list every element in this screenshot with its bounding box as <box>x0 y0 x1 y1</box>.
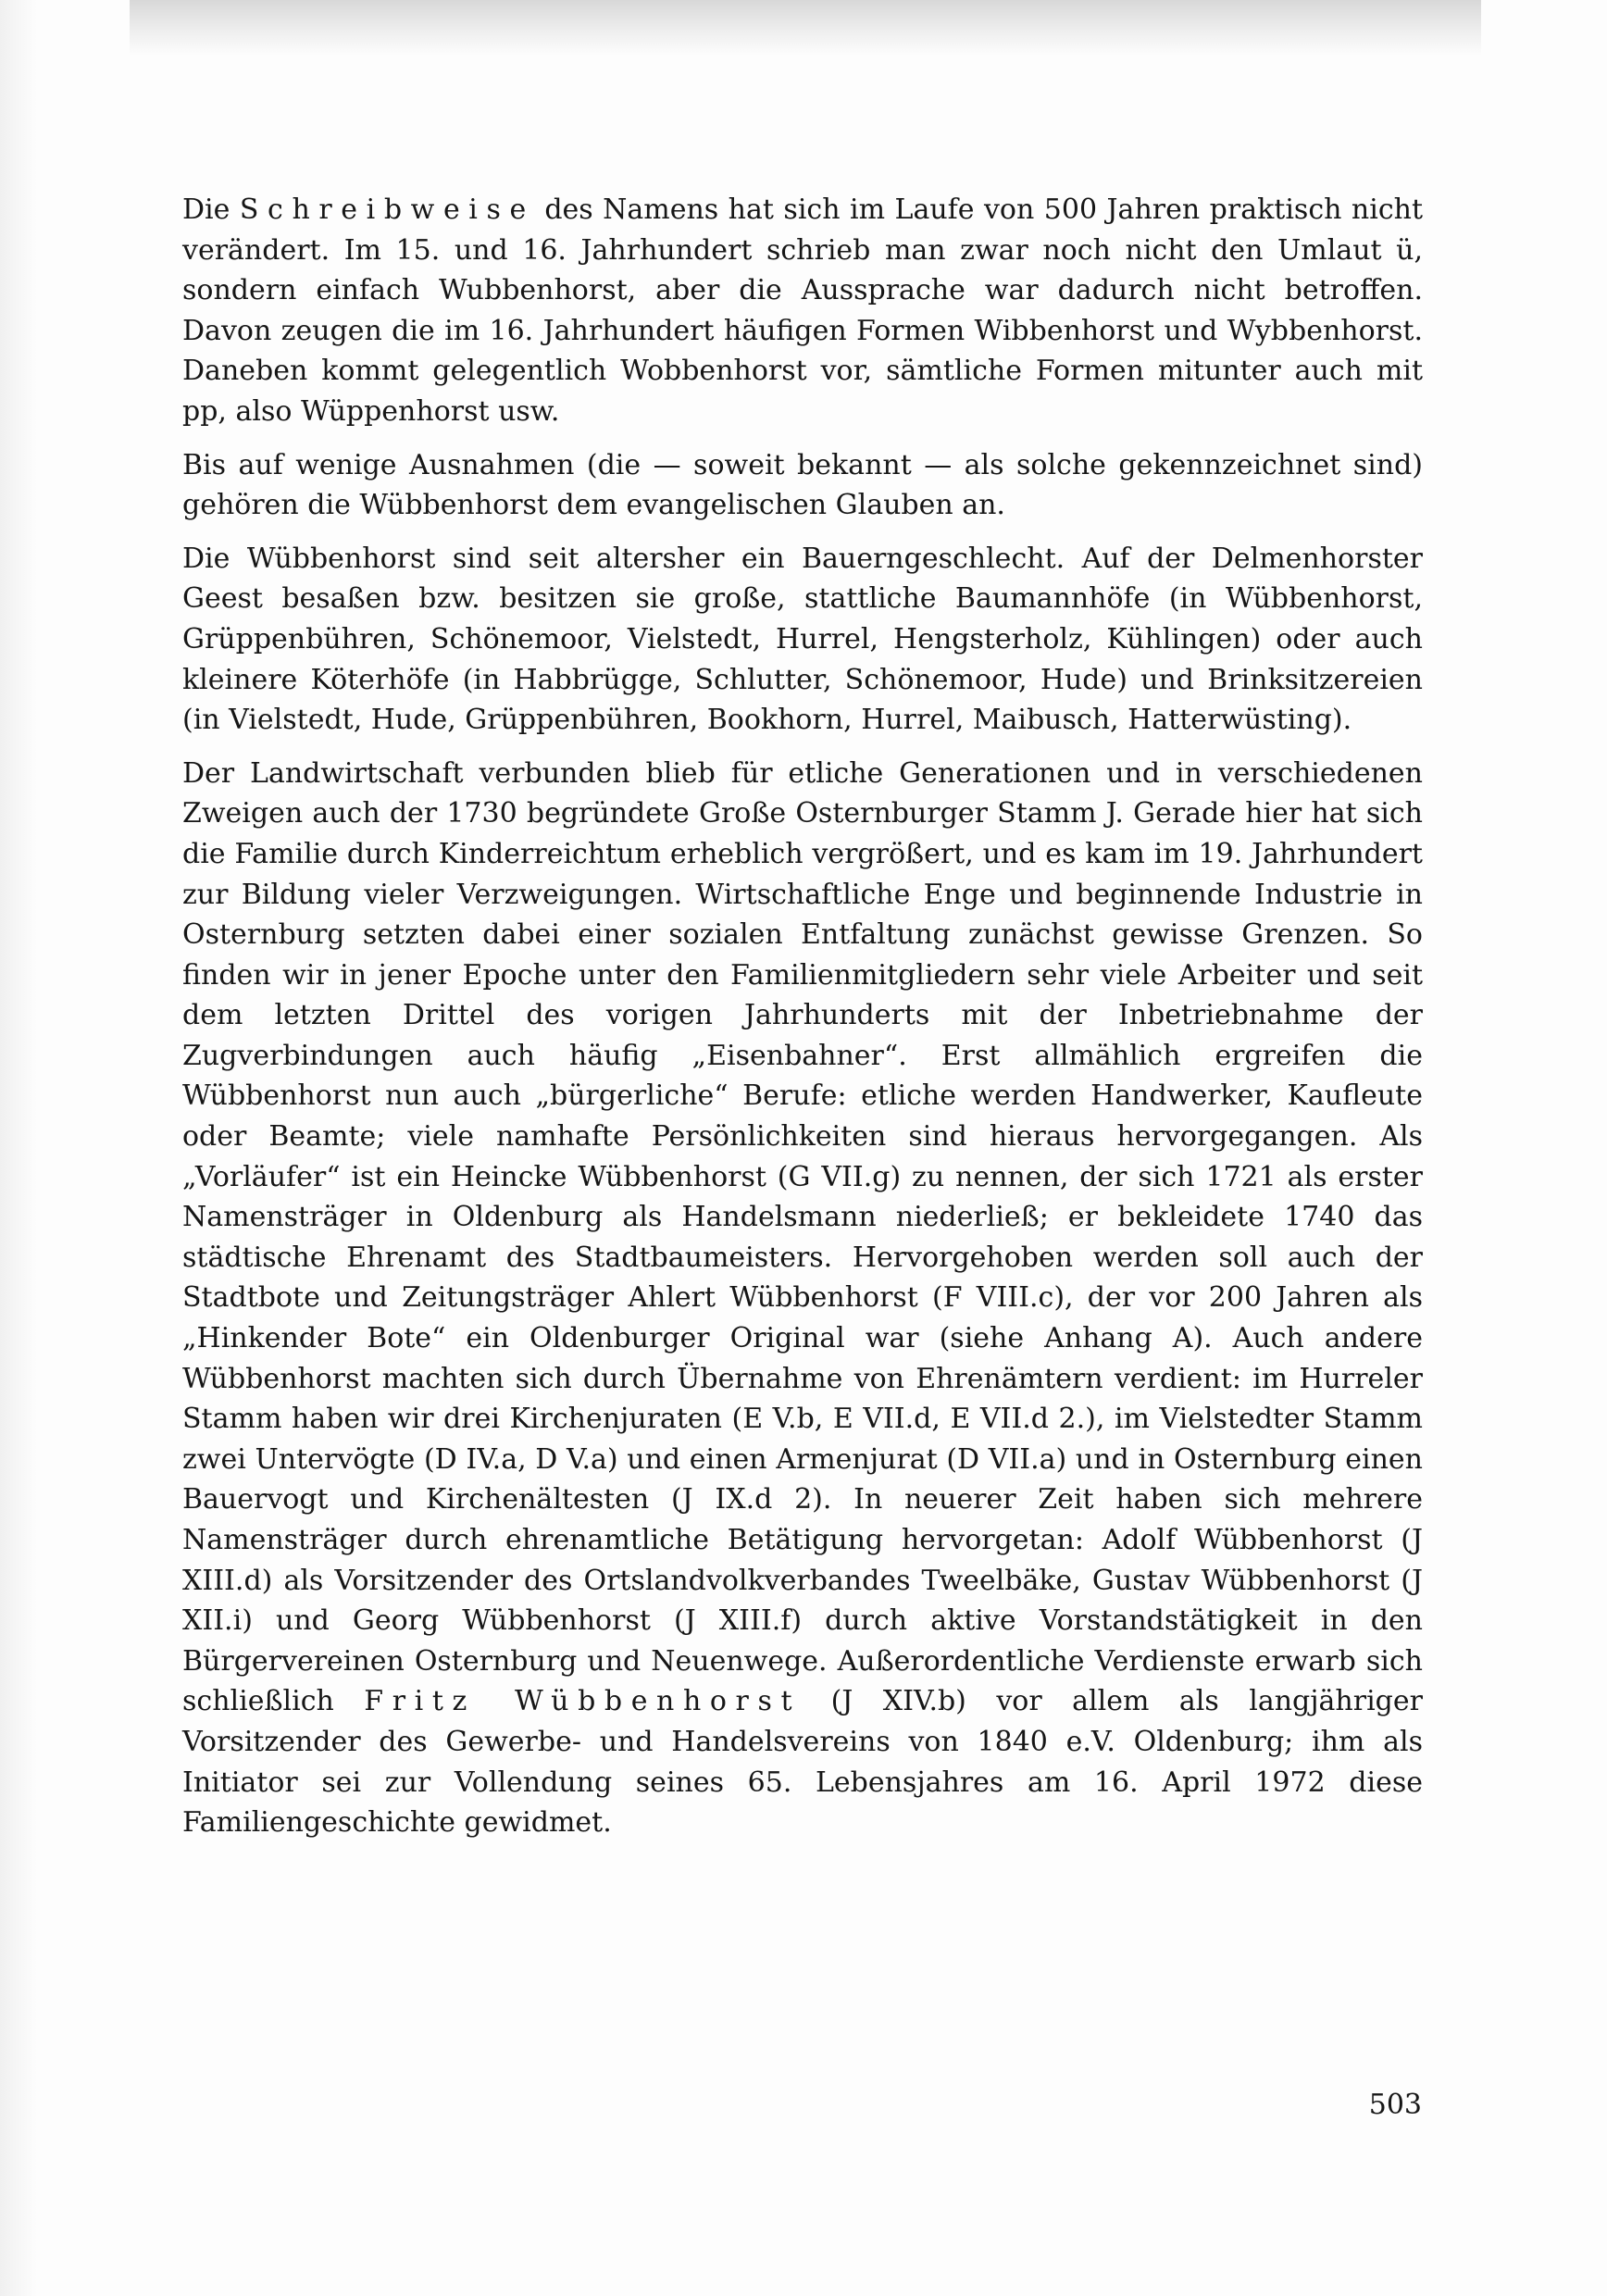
spaced-term-schreibweise: Schreibweise <box>239 193 535 226</box>
paragraph-history <box>182 754 1423 1843</box>
spaced-name-fritz-wuebbenhorst: Fritz Wübbenhorst <box>364 1685 802 1718</box>
scan-shadow-top <box>130 0 1481 56</box>
body-text <box>182 190 1423 1856</box>
text-segment: Die <box>182 193 240 226</box>
paragraph-spelling <box>182 190 1423 432</box>
text-segment: Der Landwirtschaft verbunden blieb für etliche Generationen und in verschiedenen Zweigen auch der 1730 begründete Große Osternburger Stamm J. Gerade hier hat sich die Familie durch Kinderreichtum erheblich vergrößert, und es kam im 19. Jahrhundert zur Bildung vieler Verzweigungen. Wirtschaftliche Enge und beginnende Industrie in Osternburg setzten dabei einer sozialen Entfaltung zunächst gewisse Grenzen. So finden wir in jener Epoche unter den Familienmitgliedern sehr viele Arbeiter und seit dem letzten Drittel des vorigen Jahrhunderts mit der Inbetriebnahme der Zugverbindungen auch häufig „Eisenbahner“. Erst allmählich ergreifen die Wübbenhorst nun auch „bürgerliche“ Berufe: etliche werden Handwerker, Kaufleute oder Beamte; viele namhafte Persönlichkeiten sind hieraus hervorgegangen. Als „Vorläufer“ ist ein Heincke Wübbenhorst (G VII.g) zu nennen, der sich 1721 als erster Namensträger in Oldenburg als Handelsmann niederließ; er bekleidete 1740 das städtische Ehrenamt des Stadtbaumeisters. Hervorgehoben werden soll auch der Stadtbote und Zeitungsträger Ahlert Wübbenhorst (F VIII.c), der vor 200 Jahren als „Hinkender Bote“ ein Oldenburger Original war (siehe Anhang A). Auch andere Wübbenhorst machten sich durch Übernahme von Ehrenämtern verdient: im Hurreler Stamm haben wir drei Kirchenjuraten (E V.b, E VII.d, E VII.d 2.), im Vielstedter Stamm zwei Untervögte (D IV.a, D V.a) und einen Armenjurat (D VII.a) und in Osternburg einen Bauervogt und Kirchenältesten (J IX.d 2). In neuerer Zeit haben sich mehrere Namensträger durch ehrenamtliche Betätigung hervorgetan: Adolf Wübbenhorst (J XIII.d) als Vorsitzender des Ortslandvolkverbandes Tweelbäke, Gustav Wübbenhorst (J XII.i) und Georg Wübbenhorst (J XIII.f) durch aktive Vorstandstätigkeit in den Bürgervereinen Osternburg und Neuenwege. Außerordentliche Verdienste erwarb sich schließlich <box>182 756 1423 1718</box>
paragraph-religion <box>182 445 1423 526</box>
text-segment: (J XIV.b) vor allem als langjähriger Vorsitzender des Gewerbe- und Handelsvereins von 1840 e.V. Oldenburg; ihm als Initiator sei zur Vollendung seines 65. Lebensjahres am 16. April 1972 diese Familiengeschichte gewidmet. <box>182 1685 1423 1840</box>
text-segment: des Namens hat sich im Laufe von 500 Jahren praktisch nicht verändert. Im 15. und 16. Jahrhundert schrieb man zwar noch nicht den Umlaut ü, sondern einfach Wubbenhorst, aber die Aussprache war dadurch nicht betroffen. Davon zeugen die im 16. Jahrhundert häufigen Formen Wibbenhorst und Wybbenhorst. Daneben kommt gelegentlich Wobbenhorst vor, sämtliche Formen mitunter auch mit pp, also Wüppenhorst usw. <box>182 193 1424 428</box>
text-segment: Die Wübbenhorst sind seit altersher ein Bauerngeschlecht. Auf der Delmenhorster Geest besaßen bzw. besitzen sie große, stattliche Baumannhöfe (in Wübbenhorst, Grüppenbühren, Schönemoor, Vielstedt, Hurrel, Hengsterholz, Kühlingen) oder auch kleinere Köterhöfe (in Habbrügge, Schlutter, Schönemoor, Hude) und Brinksitzereien (in Vielstedt, Hude, Grüppenbühren, Bookhorn, Hurrel, Maibusch, Hatterwüsting). <box>182 542 1423 737</box>
text-segment: Bis auf wenige Ausnahmen (die — soweit bekannt — als solche gekennzeichnet sind) gehören die Wübbenhorst dem evangelischen Glauben an. <box>182 448 1423 522</box>
scan-shadow-left <box>0 0 37 2296</box>
paragraph-farming <box>182 539 1423 741</box>
page-number: 503 <box>1368 2089 1422 2121</box>
